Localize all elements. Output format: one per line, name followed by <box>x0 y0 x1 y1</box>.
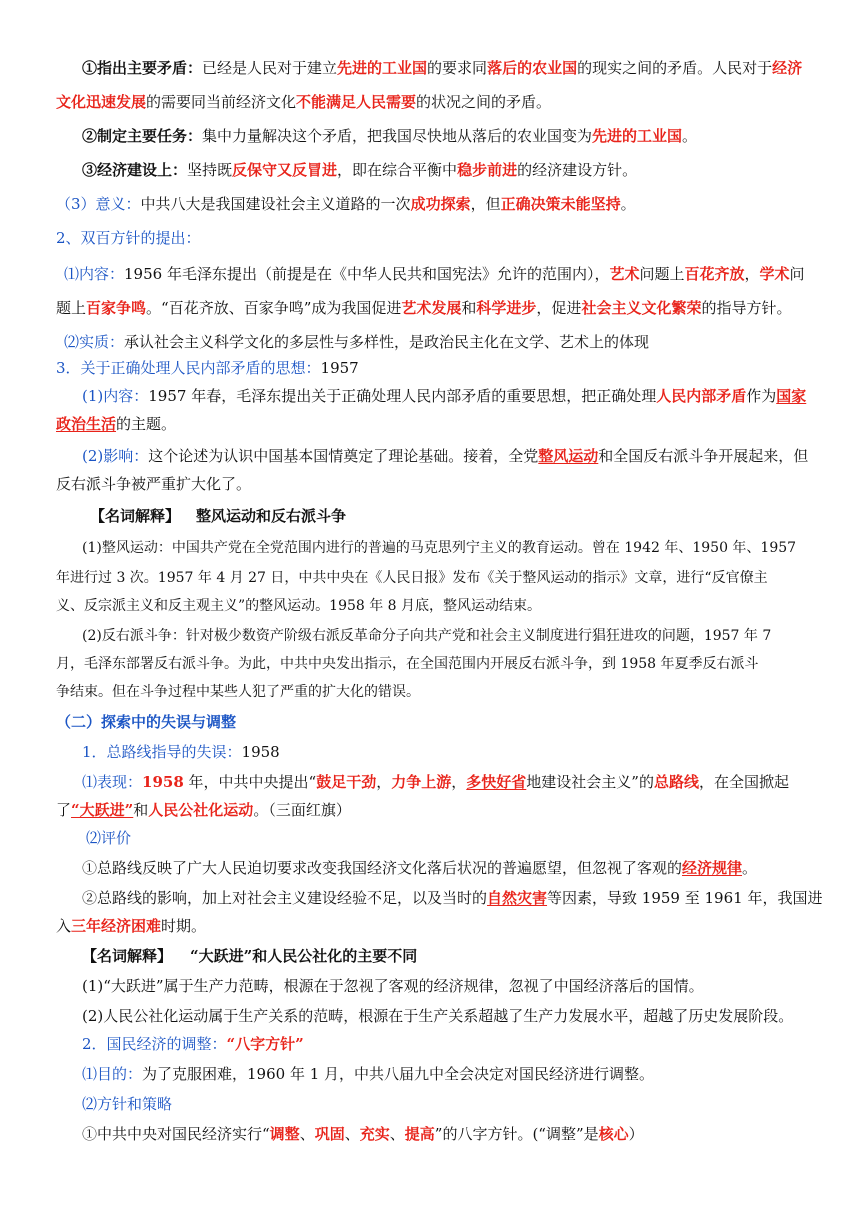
line-main-contradiction-cont: 文化迅速发展的需要同当前经济文化不能满足人民需要的状况之间的矛盾。 <box>56 93 552 111</box>
line-general-line-manifestation: ⑴表现：1958 年，中共中央提出“鼓足干劲，力争上游，多快好省地建设社会主义”的总路线，在全国掀起 <box>82 773 789 791</box>
heading-general-line: 1．总路线指导的失误：1958 <box>82 743 280 761</box>
line-general-line-manifestation-cont: 了“大跃进”和人民公社化运动。（三面红旗） <box>56 801 351 819</box>
heading-double-hundred: 2、双百方针的提出： <box>56 229 201 247</box>
term-box-heading-2: 【名词解释】 “大跃进”和人民公社化的主要不同 <box>82 947 418 965</box>
term-anti-rightist-2: 月，毛泽东部署反右派斗争。为此，中共中央发出指示，在全国范围内开展反右派斗争，到 1958 年夏季反右派斗 <box>56 656 759 672</box>
line-evaluation-2-cont: 入三年经济困难时期。 <box>56 917 207 935</box>
line-double-hundred-content: ⑴内容：1956 年毛泽东提出（前提是在《中华人民共和国宪法》允许的范围内），艺术问题上百花齐放，学术问 <box>64 265 805 283</box>
line-influence: (2)影响：这个论述为认识中国基本国情奠定了理论基础。接着，全党整风运动和全国反右派斗争开展起来，但 <box>82 447 809 465</box>
line-main-contradiction: ①指出主要矛盾：已经是人民对于建立先进的工业国的要求同落后的农业国的现实之间的矛盾。人民对于经济 <box>82 59 803 77</box>
heading-evaluation: ⑵评价 <box>86 829 132 847</box>
line-double-hundred-content-cont: 题上百家争鸣。“百花齐放、百家争鸣”成为我国促进艺术发展和科学进步，促进社会主义文化繁荣的指导方针。 <box>56 299 792 317</box>
term-rectification-3: 义、反宗派主义和反主观主义”的整风运动。1958 年 8 月底，整风运动结束。 <box>56 598 542 614</box>
line-influence-cont: 反右派斗争被严重扩大化了。 <box>56 475 252 493</box>
heading-adjustment: 2．国民经济的调整：“八字方针” <box>82 1035 304 1053</box>
term-anti-rightist-3: 争结束。但在斗争过程中某些人犯了严重的扩大化的错误。 <box>56 684 420 700</box>
term-communes: (2)人民公社化运动属于生产关系的范畴，根源在于生产关系超越了生产力发展水平，超越了历史发展阶段。 <box>82 1007 794 1025</box>
line-internal-contradictions-content: (1)内容：1957 年春，毛泽东提出关于正确处理人民内部矛盾的重要思想，把正确处理人民内部矛盾作为国家 <box>82 387 807 405</box>
term-box-heading-1: 【名词解释】 整风运动和反右派斗争 <box>90 507 347 525</box>
line-evaluation-2: ②总路线的影响，加上对社会主义建设经验不足，以及当时的自然灾害等因素，导致 1959 至 1961 年，我国进 <box>82 889 823 907</box>
line-adjustment-purpose: ⑴目的：为了克服困难，1960 年 1 月，中共八届九中全会决定对国民经济进行调整。 <box>82 1065 655 1083</box>
term-rectification-1: (1)整风运动：中国共产党在全党范围内进行的普遍的马克思列宁主义的教育运动。曾在 1942 年、1950 年、1957 <box>82 540 797 556</box>
line-economic-construction: ③经济建设上：坚持既反保守又反冒进，即在综合平衡中稳步前进的经济建设方针。 <box>82 161 638 179</box>
line-eight-character: ①中共中央对国民经济实行“调整、巩固、充实、提高”的八字方针。(“调整”是核心） <box>82 1125 644 1143</box>
line-internal-contradictions-content-cont: 政治生活的主题。 <box>56 415 177 433</box>
heading-internal-contradictions: 3．关于正确处理人民内部矛盾的思想：1957 <box>56 359 359 377</box>
line-double-hundred-essence: ⑵实质：承认社会主义科学文化的多层性与多样性，是政治民主化在文学、艺术上的体现 <box>64 333 650 351</box>
section-heading-mistakes: （二）探索中的失误与调整 <box>56 713 237 731</box>
term-rectification-2: 年进行过 3 次。1957 年 4 月 27 日，中共中央在《人民日报》发布《关于整风运动的指示》文章，进行“反官僚主 <box>56 570 768 586</box>
line-evaluation-1: ①总路线反映了广大人民迫切要求改变我国经济文化落后状况的普遍愿望，但忽视了客观的经济规律。 <box>82 859 758 877</box>
term-great-leap: (1)“大跃进”属于生产力范畴，根源在于忽视了客观的经济规律，忽视了中国经济落后的国情。 <box>82 977 704 995</box>
heading-policy: ⑵方针和策略 <box>82 1095 173 1113</box>
term-anti-rightist-1: (2)反右派斗争：针对极少数资产阶级右派反革命分子向共产党和社会主义制度进行猖狂进攻的问题，1957 年 7 <box>82 628 772 644</box>
line-significance: （3）意义：中共八大是我国建设社会主义道路的一次成功探索，但正确决策未能坚持。 <box>56 195 636 213</box>
line-main-task: ②制定主要任务：集中力量解决这个矛盾，把我国尽快地从落后的农业国变为先进的工业国。 <box>82 127 698 145</box>
